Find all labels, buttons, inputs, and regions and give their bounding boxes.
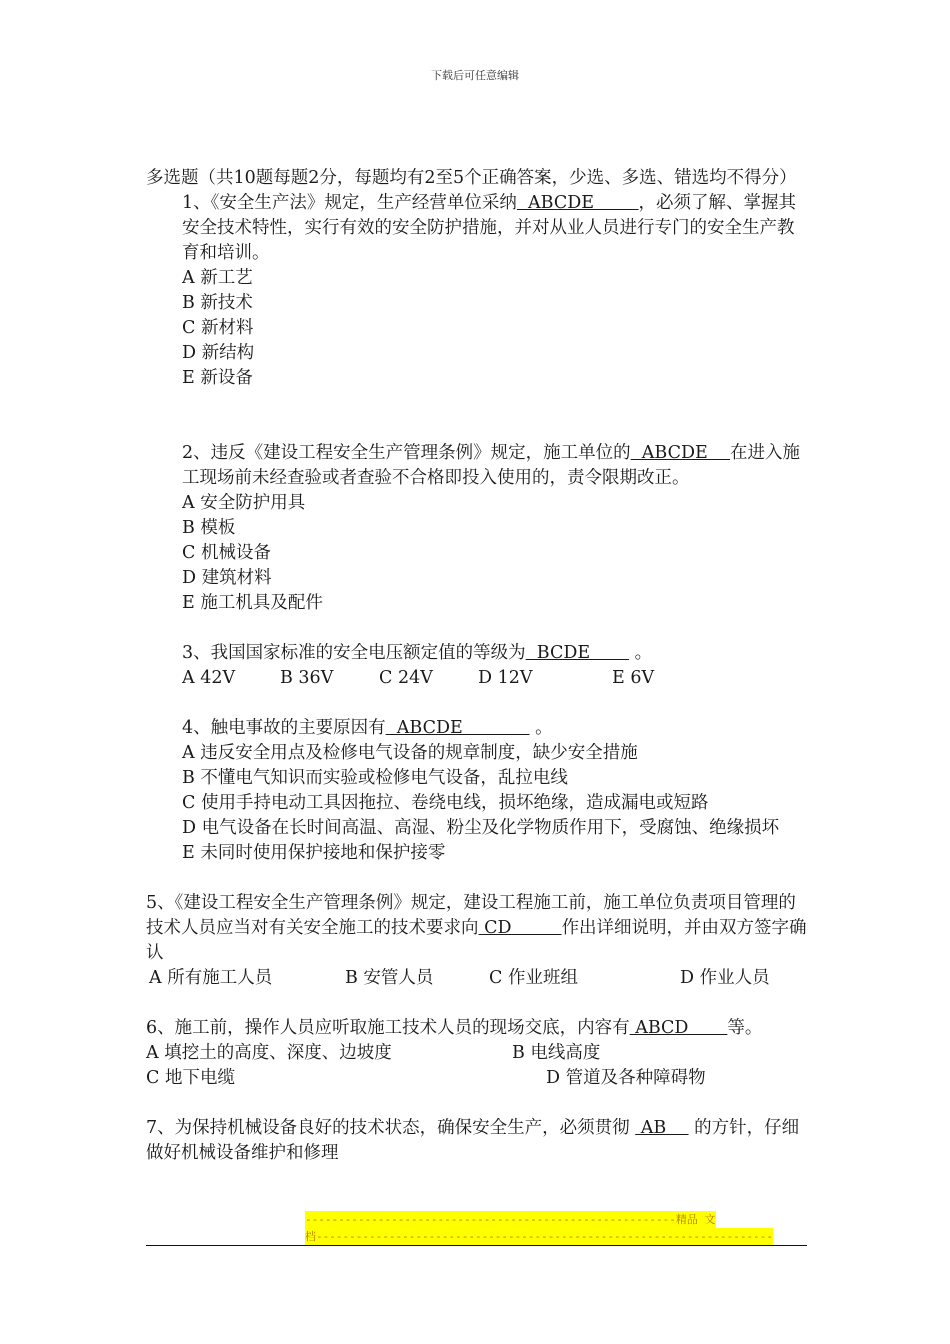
- option: A 新工艺: [182, 268, 253, 288]
- question-3-answer: BCDE: [525, 643, 630, 663]
- option: C 新材料: [182, 318, 254, 338]
- document-body: [146, 166, 811, 1166]
- question-4-answer: ABCDE: [385, 718, 530, 738]
- question-5-text-end: 作出详细说明，并由双方签字确认: [146, 918, 807, 963]
- question-6-options-row-2: [146, 1066, 811, 1091]
- option: A 违反安全用点及检修电气设备的规章制度，缺少安全措施: [182, 743, 638, 763]
- option: B 不懂电气知识而实验或检修电气设备，乱拉电线: [182, 768, 568, 788]
- section-intro: 多选题（共10题每题2分，每题均有2至5个正确答案，少选、多选、错选均不得分）: [146, 168, 797, 188]
- question-7-text-end: 的方针，仔细做好机械设备维护和修理: [146, 1118, 800, 1163]
- option: D 电气设备在长时间高温、高湿、粉尘及化学物质作用下，受腐蚀、绝缘损坏: [182, 818, 780, 838]
- question-7: [146, 1116, 811, 1166]
- page-header: 下载后可任意编辑: [431, 69, 519, 82]
- option: D 作业人员: [680, 968, 770, 988]
- option: D 新结构: [182, 343, 255, 363]
- footer-watermark-line-2: 档---------------------------------------------------------------------: [305, 1230, 773, 1243]
- question-2-text-end: 在进入施工现场前未经查验或者查验不合格即投入使用的，责令限期改正。: [182, 443, 801, 488]
- question-6-text: 6、施工前，操作人员应听取施工技术人员的现场交底，内容有: [146, 1018, 630, 1038]
- question-6-text-end: 等。: [727, 1018, 763, 1038]
- question-5-text: 5、《建设工程安全生产管理条例》规定，建设工程施工前，施工单位负责项目管理的技术人员应当对有关安全施工的技术要求向: [146, 893, 796, 938]
- question-1: [146, 191, 811, 266]
- footer-watermark: [305, 1211, 773, 1245]
- question-3-text-end: 。: [634, 643, 653, 663]
- question-2-answer: ABCDE: [630, 443, 731, 463]
- option: C 机械设备: [182, 543, 271, 563]
- option: C 使用手持电动工具因拖拉、卷绕电线，损坏绝缘，造成漏电或短路: [182, 793, 709, 813]
- question-6-options-row-1: [146, 1041, 811, 1066]
- option: D 管道及各种障碍物: [546, 1068, 706, 1088]
- option: B 新技术: [182, 293, 253, 313]
- option: E 未同时使用保护接地和保护接零: [182, 843, 446, 863]
- option: C 24V: [379, 668, 433, 688]
- option: D 12V: [478, 668, 533, 688]
- footer-rule: [146, 1245, 807, 1246]
- option: B 安管人员: [345, 968, 434, 988]
- option: E 新设备: [182, 368, 253, 388]
- question-6: [146, 1016, 811, 1041]
- option: E 施工机具及配件: [182, 593, 323, 613]
- question-1-text: 1、《安全生产法》规定，生产经营单位采纳: [182, 193, 517, 213]
- option: B 电线高度: [512, 1043, 601, 1063]
- option: A 安全防护用具: [182, 493, 306, 513]
- question-1-text-end: ，必须了解、掌握其安全技术特性，实行有效的安全防护措施，并对从业人员进行专门的安全生产教育和培训。: [182, 193, 797, 263]
- option: C 作业班组: [489, 968, 578, 988]
- option: C 地下电缆: [146, 1068, 235, 1088]
- question-2-text: 2、违反《建设工程安全生产管理条例》规定，施工单位的: [182, 443, 631, 463]
- question-5: [146, 891, 811, 966]
- question-6-answer: ABCD: [629, 1018, 728, 1038]
- question-3-options: [146, 666, 811, 691]
- question-1-answer: ABCDE: [516, 193, 639, 213]
- question-7-text: 7、为保持机械设备良好的技术状态，确保安全生产，必须贯彻: [146, 1118, 630, 1138]
- option: A 填挖土的高度、深度、边坡度: [146, 1043, 392, 1063]
- question-7-answer: AB: [635, 1118, 689, 1138]
- question-5-options: [146, 966, 811, 991]
- question-4-text-end: 。: [535, 718, 553, 738]
- question-2: [146, 441, 811, 491]
- option: E 6V: [612, 668, 655, 688]
- question-4-text: 4、触电事故的主要原因有: [182, 718, 386, 738]
- question-5-answer: CD: [478, 918, 562, 938]
- option: A 所有施工人员: [149, 968, 273, 988]
- question-3: [146, 641, 811, 666]
- question-3-text: 3、我国国家标准的安全电压额定值的等级为: [182, 643, 526, 663]
- option: B 36V: [280, 668, 334, 688]
- option: A 42V: [182, 668, 236, 688]
- question-4: [146, 716, 811, 741]
- option: D 建筑材料: [182, 568, 272, 588]
- option: B 模板: [182, 518, 236, 538]
- footer-watermark-line-1: --------------------------------------------------------精品 文: [305, 1213, 716, 1226]
